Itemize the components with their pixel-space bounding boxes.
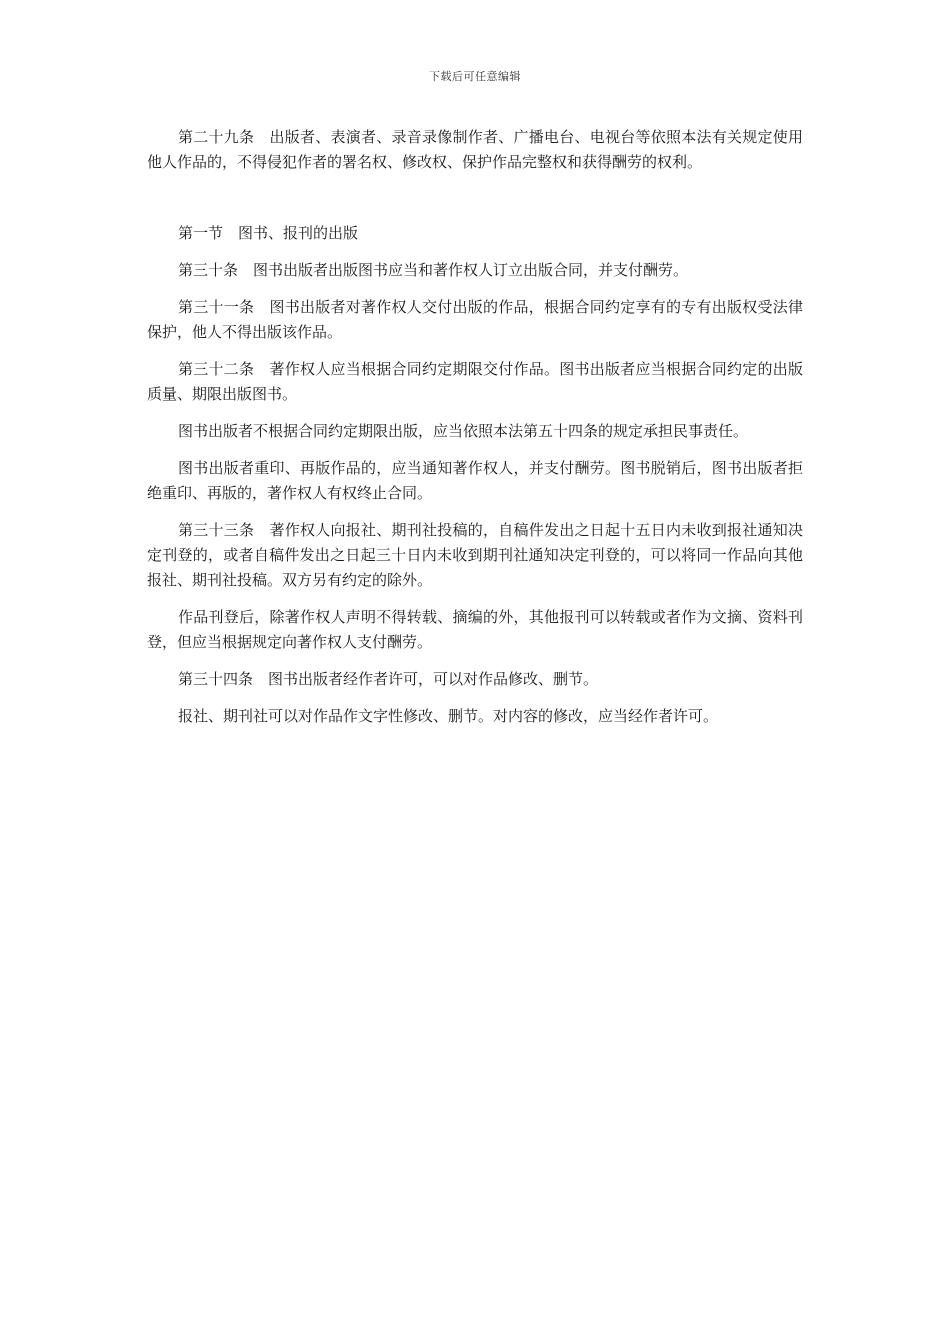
article-30: 第三十条 图书出版者出版图书应当和著作权人订立出版合同，并支付酬劳。 (178, 261, 689, 279)
article-32-para-3: 图书出版者重印、再版作品的，应当通知著作权人，并支付酬劳。图书脱销后，图书出版者拒绝重印、再版的，著作权人有权终止合同。 (147, 459, 803, 502)
page-header: 下载后可任意编辑 (429, 70, 521, 83)
article-32-para-2: 图书出版者不根据合同约定期限出版，应当依照本法第五十四条的规定承担民事责任。 (178, 422, 749, 440)
article-33: 第三十三条 著作权人向报社、期刊社投稿的，自稿件发出之日起十五日内未收到报社通知决定刊登的，或者自稿件发出之日起三十日内未收到期刊社通知决定刊登的，可以将同一作品向其他报社、期刊社投稿。双方另有约定的除外。 (147, 521, 803, 589)
article-33-para-2: 作品刊登后，除著作权人声明不得转载、摘编的外，其他报刊可以转载或者作为文摘、资料刊登，但应当根据规定向著作权人支付酬劳。 (147, 608, 803, 651)
article-34-para-2: 报社、期刊社可以对作品作文字性修改、删节。对内容的修改，应当经作者许可。 (178, 707, 719, 725)
article-34: 第三十四条 图书出版者经作者许可，可以对作品修改、删节。 (178, 670, 599, 688)
document-body (147, 125, 803, 741)
article-31: 第三十一条 图书出版者对著作权人交付出版的作品，根据合同约定享有的专有出版权受法律保护，他人不得出版该作品。 (147, 298, 803, 341)
section-heading: 第一节 图书、报刊的出版 (178, 224, 359, 242)
article-32: 第三十二条 著作权人应当根据合同约定期限交付作品。图书出版者应当根据合同约定的出版质量、期限出版图书。 (147, 360, 803, 403)
article-29: 第二十九条 出版者、表演者、录音录像制作者、广播电台、电视台等依照本法有关规定使用他人作品的，不得侵犯作者的署名权、修改权、保护作品完整权和获得酬劳的权利。 (147, 128, 803, 171)
